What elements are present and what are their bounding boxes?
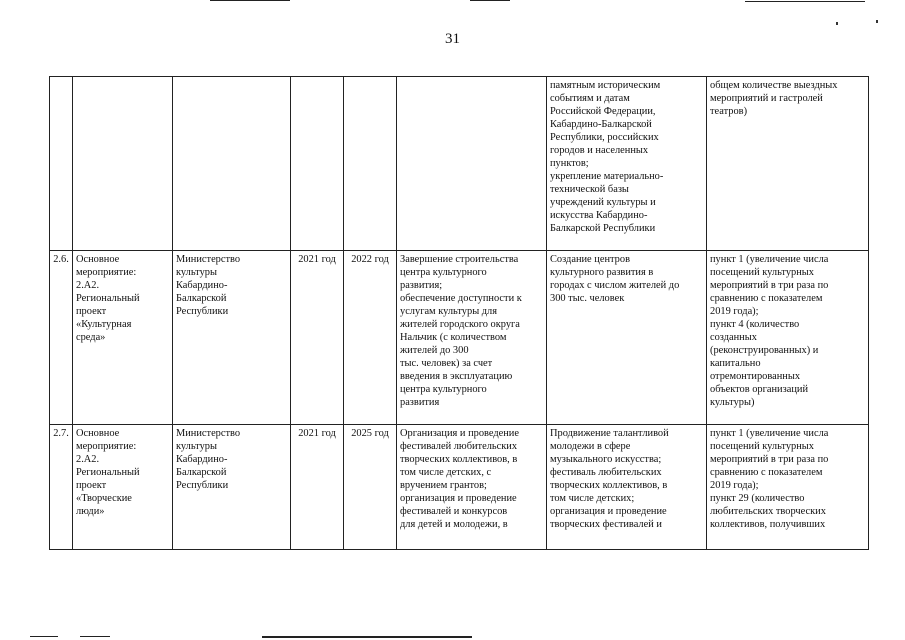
scan-dot [836, 22, 838, 25]
cell-content [397, 77, 547, 251]
table-row [50, 425, 869, 550]
cell-indicator-link: общем количестве выездных мероприятий и гастролей театров) [707, 77, 869, 251]
cell-event-name: Основное мероприятие: 2.А2. Региональный проект «Творческие люди» [73, 425, 173, 550]
scan-artifact-top-right [745, 1, 865, 2]
scan-dot [876, 20, 878, 23]
cell-number: 2.7. [50, 425, 73, 550]
program-table [49, 76, 869, 550]
cell-expected-result: Создание центров культурного развития в городах с числом жителей до 300 тыс. человек [547, 251, 707, 425]
cell-start-year [291, 77, 344, 251]
cell-executor [173, 77, 291, 251]
page-number: 31 [445, 31, 460, 47]
cell-start-year: 2021 год [291, 425, 344, 550]
cell-number [50, 77, 73, 251]
scan-artifact-bottom-middle [262, 636, 472, 638]
scan-artifact-top-left [210, 0, 290, 1]
cell-content: Завершение строительства центра культурного развития; обеспечение доступности к услугам культуры для жителей городского округа Нальчик (с количеством жителей до 300 тыс. человек) за счет введения в эксплуатацию центра культурного развития [397, 251, 547, 425]
cell-executor: Министерство культуры Кабардино- Балкарской Республики [173, 425, 291, 550]
cell-end-year: 2022 год [344, 251, 397, 425]
cell-end-year: 2025 год [344, 425, 397, 550]
cell-executor: Министерство культуры Кабардино- Балкарской Республики [173, 251, 291, 425]
scan-artifact-bottom-left [30, 636, 58, 637]
cell-expected-result: памятным историческим событиям и датам Российской Федерации, Кабардино-Балкарской Республики, российских городов и населенных пунктов; укрепление материально- технической базы учреждений культуры и искусства Кабардино- Балкарской Республики [547, 77, 707, 251]
cell-content: Организация и проведение фестивалей любительских творческих коллективов, в том числе детских, с вручением грантов; организация и проведение фестивалей и конкурсов для детей и молодежи, в [397, 425, 547, 550]
cell-expected-result: Продвижение талантливой молодежи в сфере музыкального искусства; фестиваль любительских творческих коллективов, в том числе детских; организация и проведение творческих фестивалей и [547, 425, 707, 550]
cell-end-year [344, 77, 397, 251]
cell-number: 2.6. [50, 251, 73, 425]
cell-start-year: 2021 год [291, 251, 344, 425]
scan-artifact-bottom-left-2 [80, 636, 110, 637]
cell-event-name [73, 77, 173, 251]
table-row [50, 77, 869, 251]
cell-indicator-link: пункт 1 (увеличение числа посещений культурных мероприятий в три раза по сравнению с показателем 2019 года); пункт 4 (количество созданных (реконструированных) и капитально отремонтированных объектов организаций культуры) [707, 251, 869, 425]
cell-indicator-link: пункт 1 (увеличение числа посещений культурных мероприятий в три раза по сравнению с показателем 2019 года); пункт 29 (количество любительских творческих коллективов, получивших [707, 425, 869, 550]
cell-event-name: Основное мероприятие: 2.А2. Региональный проект «Культурная среда» [73, 251, 173, 425]
scan-artifact-top-middle [470, 0, 510, 1]
table-row [50, 251, 869, 425]
